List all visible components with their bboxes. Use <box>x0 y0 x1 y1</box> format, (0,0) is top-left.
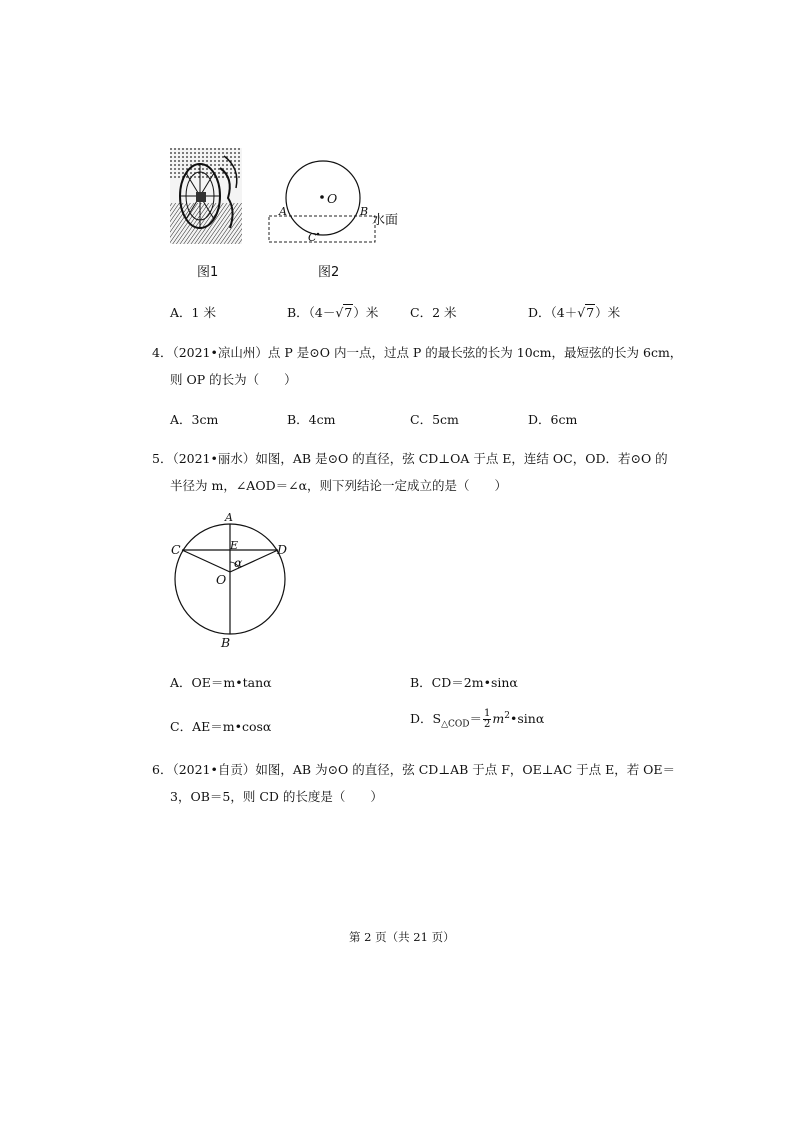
circle-water-diagram <box>266 150 378 248</box>
q3-option-a: A．1 米 <box>170 305 216 320</box>
water-surface-label: 水面 <box>372 213 399 228</box>
figure-2-caption: 图2 <box>318 265 340 280</box>
page-footer: 第 2 页（共 21 页） <box>349 930 455 944</box>
q5-label-o: O <box>216 572 227 587</box>
q5-label-d: D <box>277 542 288 557</box>
q5-option-a: A．OE＝m•tanα <box>170 675 272 690</box>
q3-option-d: D．（4＋√7）米 <box>528 305 621 320</box>
q4-option-a: A．3cm <box>170 412 219 427</box>
q5-label-c: C <box>171 542 181 557</box>
q6-stem-line2: 3，OB＝5，则 CD 的长度是（ ） <box>170 789 383 804</box>
q3-option-b: B．（4－√7）米 <box>287 305 379 320</box>
q5-circle-diagram <box>170 512 300 652</box>
q4-option-c: C．5cm <box>410 412 459 427</box>
fig2-label-b: B <box>360 205 369 218</box>
q6-stem-line1: 6．（2021•自贡）如图，AB 为⊙O 的直径，弦 CD⊥AB 于点 F，OE⊥AC 于点 E，若 OE＝ <box>152 762 676 777</box>
q5-label-e: E <box>230 539 239 552</box>
q4-stem-line1: 4．（2021•凉山州）点 P 是⊙O 内一点，过点 P 的最长弦的长为 10cm，最短弦的长为 6cm， <box>152 345 683 360</box>
q5-label-alpha: α <box>234 555 243 570</box>
waterwheel-picture <box>170 148 242 244</box>
q5-label-a: A <box>225 511 233 524</box>
q5-option-b: B．CD＝2m•sinα <box>410 675 518 690</box>
q3-option-c: C．2 米 <box>410 305 457 320</box>
fig2-label-c: C <box>308 231 317 244</box>
q5-option-c: C．AE＝m•cosα <box>170 719 272 734</box>
q5-option-d: D．$S_{\triangle COD}=$ $\frac{1}{2}$ $m^2•\sin\alpha$ <box>410 708 545 730</box>
fig2-label-o: O <box>327 191 338 206</box>
q4-stem-line2: 则 OP 的长为（ ） <box>170 372 297 387</box>
q4-option-d: D．6cm <box>528 412 578 427</box>
figure-1-caption: 图1 <box>197 265 219 280</box>
q5-stem-line1: 5．（2021•丽水）如图，AB 是⊙O 的直径，弦 CD⊥OA 于点 E，连结 OC，OD．若⊙O 的 <box>152 451 668 466</box>
q4-option-b: B．4cm <box>287 412 336 427</box>
q5-stem-line2: 半径为 m，∠AOD＝∠α，则下列结论一定成立的是（ ） <box>170 478 508 493</box>
q5-label-b: B <box>221 635 231 650</box>
fig2-label-a: A <box>279 205 287 218</box>
